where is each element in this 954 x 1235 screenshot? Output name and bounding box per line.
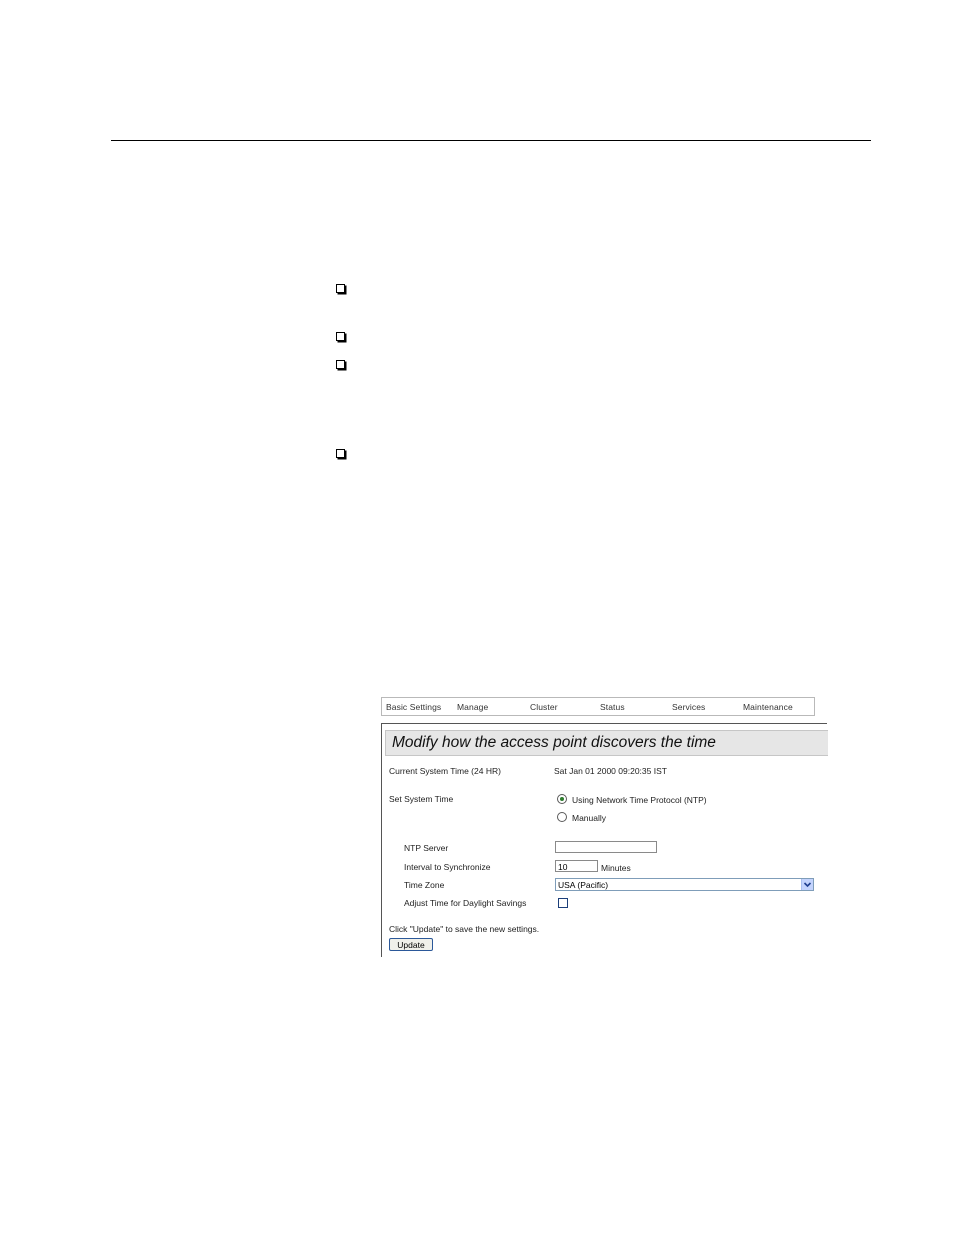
nav-basic-settings[interactable]: Basic Settings [386,702,442,712]
radio-ntp-label: Using Network Time Protocol (NTP) [572,795,707,805]
content-border-top [381,723,827,724]
dst-label: Adjust Time for Daylight Savings [404,898,527,908]
page-title: Modify how the access point discovers the time [392,734,716,751]
top-nav [381,697,815,716]
nav-manage[interactable]: Manage [457,702,489,712]
bullet-square-icon [336,360,345,369]
page-title-bar [385,730,828,756]
nav-maintenance[interactable]: Maintenance [743,702,793,712]
set-time-label: Set System Time [389,794,454,804]
dst-checkbox[interactable] [558,898,568,908]
timezone-label: Time Zone [404,880,445,890]
bullet-square-icon [336,284,345,293]
interval-unit: Minutes [601,863,631,873]
header-rule [111,140,871,141]
content-border-left [381,723,382,957]
update-button[interactable]: Update [389,938,433,951]
nav-cluster[interactable]: Cluster [530,702,558,712]
bullet-square-icon [336,332,345,341]
current-time-value: Sat Jan 01 2000 09:20:35 IST [554,766,667,776]
bullet-square-icon [336,449,345,458]
update-hint: Click "Update" to save the new settings. [389,924,540,934]
timezone-selected-value: USA (Pacific) [558,880,609,890]
chevron-down-icon[interactable] [801,879,813,890]
timezone-select[interactable] [555,878,814,891]
nav-services[interactable]: Services [672,702,706,712]
radio-selected-dot [560,797,564,801]
interval-input[interactable]: 10 [555,860,598,872]
ntp-server-input[interactable] [555,841,657,853]
current-time-label: Current System Time (24 HR) [389,766,501,776]
nav-status[interactable]: Status [600,702,625,712]
radio-ntp[interactable] [557,794,567,804]
radio-manual-label: Manually [572,813,607,823]
ntp-server-label: NTP Server [404,843,449,853]
radio-manual[interactable] [557,812,567,822]
interval-label: Interval to Synchronize [404,862,491,872]
time-settings-screenshot [381,695,827,957]
